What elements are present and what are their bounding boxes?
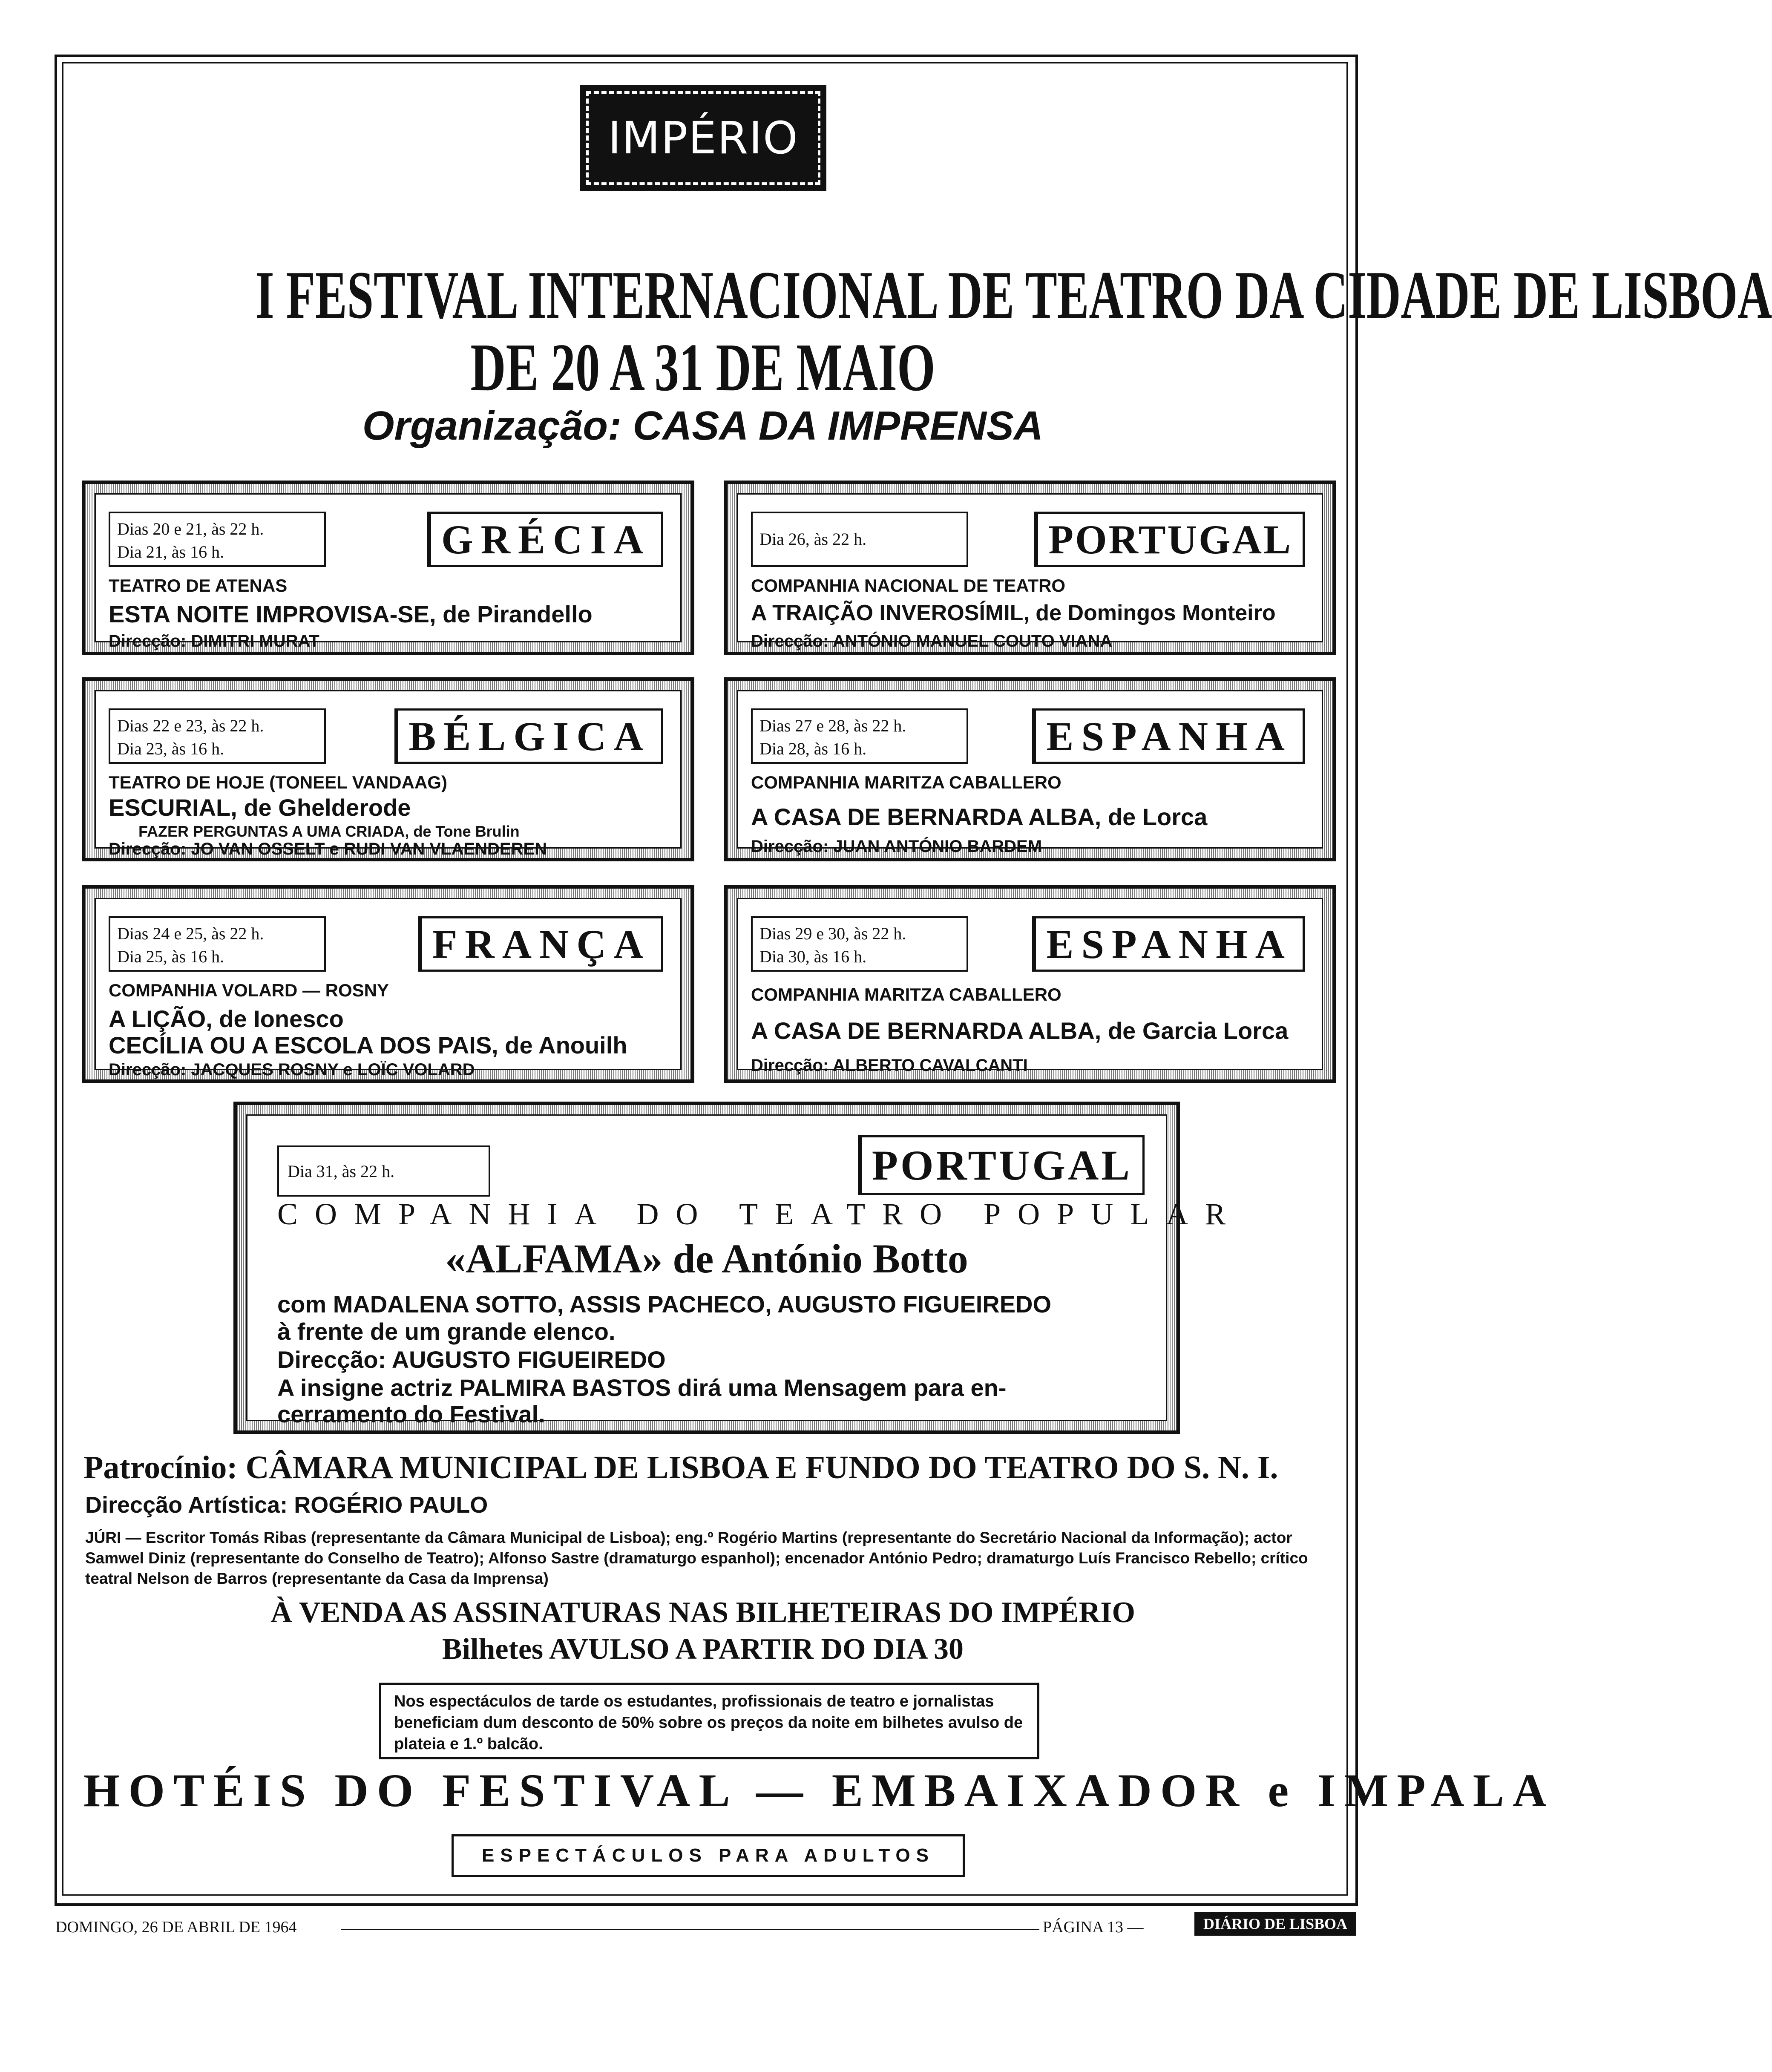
festival-title: I FESTIVAL INTERNACIONAL DE TEATRO DA CIDADE DE LISBOA [256, 257, 1772, 333]
direction: Direcção: JACQUES ROSNY e LOÏC VOLARD [109, 1060, 475, 1079]
program-card-espanha-1 [724, 677, 1336, 861]
cast-note: à frente de um grande elenco. [277, 1318, 616, 1345]
program-card-espanha-2 [724, 885, 1336, 1083]
direction: Direcção: JO VAN OSSELT e RUDI VAN VLAENDEREN [109, 840, 547, 858]
play-title: A CASA DE BERNARDA ALBA, de Lorca [751, 803, 1208, 830]
date-box: Dia 31, às 22 h. [277, 1145, 490, 1197]
program-card-grecia [82, 481, 694, 655]
date-box: Dias 29 e 30, às 22 h. Dia 30, às 16 h. [751, 916, 968, 972]
company-name: TEATRO DE ATENAS [109, 576, 288, 596]
program-card-franca [82, 885, 694, 1083]
company-name: TEATRO DE HOJE (TONEEL VANDAAG) [109, 772, 447, 792]
program-card-belgica [82, 677, 694, 861]
festival-dates: DE 20 A 31 DE MAIO [470, 329, 935, 405]
company-name: COMPANHIA MARITZA CABALLERO [751, 984, 1061, 1004]
country-label: BÉLGICA [394, 708, 663, 764]
company-name: COMPANHIA DO TEATRO POPULAR [277, 1197, 1243, 1231]
play-title: A CASA DE BERNARDA ALBA, de Garcia Lorca [751, 1017, 1289, 1044]
country-label: PORTUGAL [1034, 512, 1305, 567]
play-title: A LIÇÃO, de Ionesco [109, 1005, 344, 1032]
date-box: Dia 26, às 22 h. [751, 512, 968, 567]
play-title: A TRAIÇÃO INVEROSÍMIL, de Domingos Monteiro [751, 601, 1276, 625]
closing-performance-card [233, 1102, 1243, 1434]
direction: Direcção: DIMITRI MURAT [109, 632, 319, 650]
footer-date: DOMINGO, 26 DE ABRIL DE 1964 [55, 1918, 297, 1936]
logo-text: IMPÉRIO [608, 112, 799, 164]
play-title: ESTA NOITE IMPROVISA-SE, de Pirandello [109, 601, 593, 627]
date-box: Dias 22 e 23, às 22 h. Dia 23, às 16 h. [109, 708, 326, 764]
country-label: GRÉCIA [427, 512, 663, 567]
newspaper-masthead: DIÁRIO DE LISBOA [1194, 1912, 1356, 1936]
company-name: COMPANHIA VOLARD — ROSNY [109, 980, 389, 1000]
direction: Direcção: JUAN ANTÓNIO BARDEM [751, 837, 1042, 856]
sales-line-2: Bilhetes AVULSO A PARTIR DO DIA 30 [442, 1633, 964, 1666]
company-name: COMPANHIA NACIONAL DE TEATRO [751, 576, 1066, 596]
direction: Direcção: AUGUSTO FIGUEIREDO [277, 1346, 666, 1373]
company-name: COMPANHIA MARITZA CABALLERO [751, 772, 1061, 792]
program-card-portugal [724, 481, 1336, 655]
organization: Organização: CASA DA IMPRENSA [362, 403, 1044, 449]
date-box: Dias 24 e 25, às 22 h. Dia 25, às 16 h. [109, 916, 326, 972]
country-label: PORTUGAL [858, 1135, 1145, 1195]
jury: JÚRI — Escritor Tomás Ribas (representante da Câmara Municipal de Lisboa); eng.º Rogério Martins (representante do Secretário Nacional da Informação); actor Samwel Diniz (representante do Conselho de Teatro); Alfonso Sastre (dramaturgo espanhol); encenador António Pedro; dramaturgo Luís Francisco Rebello; crítico teatral Nelson de Barros (representante da Casa da Imprensa) [85, 1529, 1308, 1587]
play-title: ESCURIAL, de Ghelderode [109, 794, 411, 821]
date-box: Dias 27 e 28, às 22 h. Dia 28, às 16 h. [751, 708, 968, 764]
second-play: CECÍLIA OU A ESCOLA DOS PAIS, de Anouilh [109, 1032, 627, 1059]
sales-line-1: À VENDA AS ASSINATURAS NAS BILHETEIRAS DO IMPÉRIO [270, 1596, 1135, 1629]
country-label: ESPANHA [1032, 916, 1305, 972]
direction: Direcção: ANTÓNIO MANUEL COUTO VIANA [751, 632, 1113, 650]
country-label: FRANÇA [418, 916, 663, 972]
artistic-direction: Direcção Artística: ROGÉRIO PAULO [85, 1492, 488, 1518]
festival-hotels: HOTÉIS DO FESTIVAL — EMBAIXADOR e IMPALA [83, 1764, 1555, 1816]
closing-message-end: cerramento do Festival. [277, 1401, 545, 1427]
closing-message: A insigne actriz PALMIRA BASTOS dirá uma Mensagem para en- [277, 1374, 1007, 1401]
footer-page: PÁGINA 13 — [1043, 1918, 1144, 1936]
sponsorship: Patrocínio: CÂMARA MUNICIPAL DE LISBOA E FUNDO DO TEATRO DO S. N. I. [83, 1450, 1278, 1485]
date-box: Dias 20 e 21, às 22 h. Dia 21, às 16 h. [109, 512, 326, 567]
adults-only-box: ESPECTÁCULOS PARA ADULTOS [452, 1834, 965, 1877]
play-title: «ALFAMA» de António Botto [445, 1236, 968, 1281]
student-discount-note: Nos espectáculos de tarde os estudantes, profissionais de teatro e jornalistas beneficiam dum desconto de 50% sobre os preços da noite em bilhetes avulso de plateia e 1.º balcão. [379, 1683, 1039, 1759]
direction: Direcção: ALBERTO CAVALCANTI [751, 1056, 1028, 1075]
cast: com MADALENA SOTTO, ASSIS PACHECO, AUGUSTO FIGUEIREDO [277, 1291, 1052, 1318]
footer-rule [341, 1929, 1039, 1930]
second-play: FAZER PERGUNTAS A UMA CRIADA, de Tone Brulin [138, 823, 520, 840]
country-label: ESPANHA [1032, 708, 1305, 764]
imperio-logo [580, 85, 826, 191]
